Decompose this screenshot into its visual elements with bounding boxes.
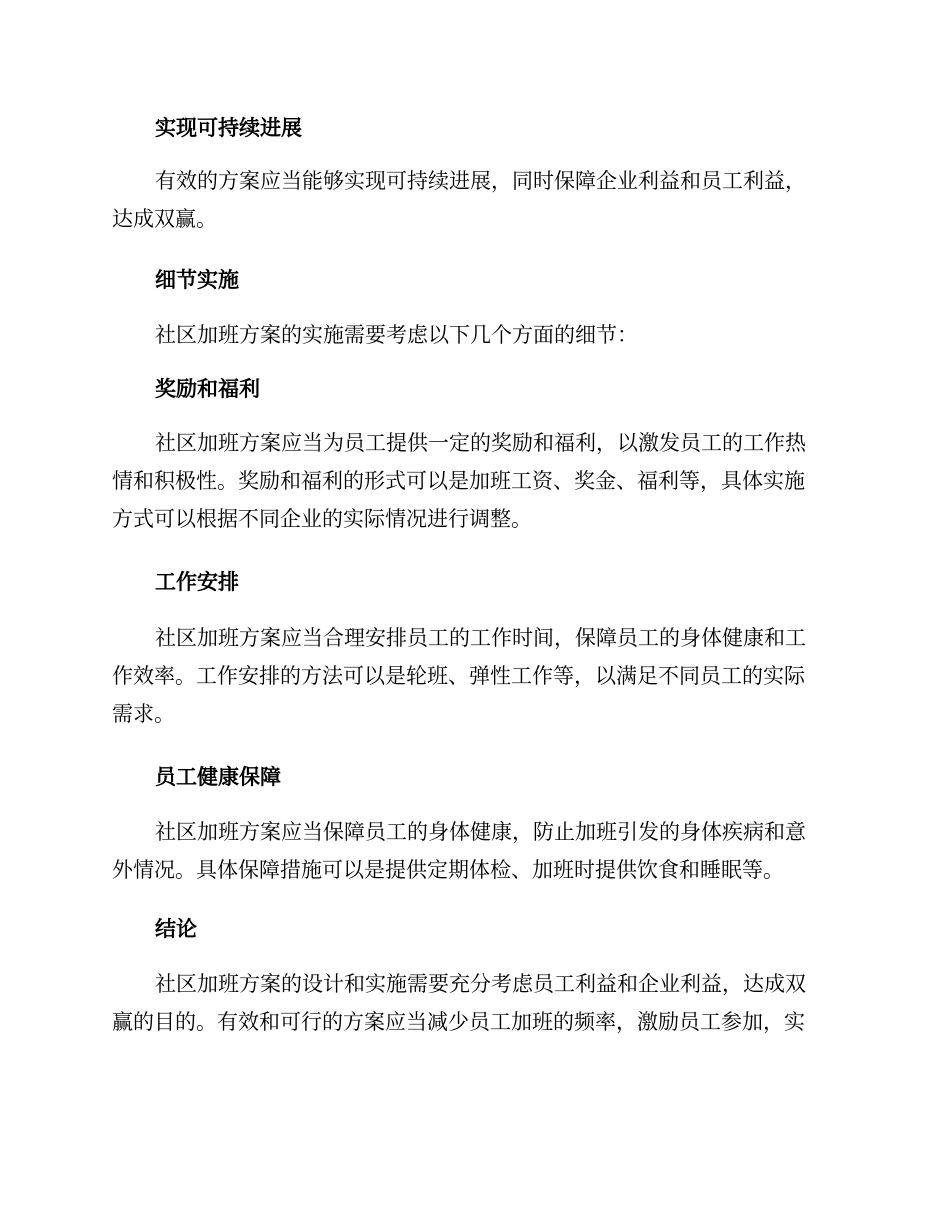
section-details-body xyxy=(112,316,832,354)
section-rewards xyxy=(112,374,832,404)
section-heading: 员工健康保障 xyxy=(155,765,281,789)
paragraph-line: 情和积极性。奖励和福利的形式可以是加班工资、奖金、福利等，具体实施 xyxy=(112,469,805,493)
section-sustainable xyxy=(112,113,832,143)
paragraph-line: 需求。 xyxy=(112,702,175,726)
section-work-arrangement-body xyxy=(112,619,832,733)
section-heading: 奖励和福利 xyxy=(155,377,260,401)
section-heading: 实现可持续进展 xyxy=(155,116,302,140)
section-sustainable-body xyxy=(112,162,832,238)
section-health-body xyxy=(112,813,832,889)
paragraph-line: 社区加班方案应当为员工提供一定的奖励和福利，以激发员工的工作热 xyxy=(155,431,806,455)
paragraph-line: 方式可以根据不同企业的实际情况进行调整。 xyxy=(112,507,532,531)
section-heading: 细节实施 xyxy=(155,268,239,292)
section-details xyxy=(112,265,832,295)
section-rewards-body xyxy=(112,424,832,538)
paragraph-line: 达成双赢。 xyxy=(112,207,217,231)
paragraph-line: 有效的方案应当能够实现可持续进展，同时保障企业利益和员工利益， xyxy=(155,169,806,193)
section-conclusion-body xyxy=(112,965,832,1041)
section-heading: 工作安排 xyxy=(155,570,239,594)
paragraph-line: 社区加班方案的实施需要考虑以下几个方面的细节： xyxy=(155,323,638,347)
paragraph-line: 社区加班方案的设计和实施需要充分考虑员工利益和企业利益，达成双 xyxy=(155,972,806,996)
section-work-arrangement xyxy=(112,567,832,597)
section-heading: 结论 xyxy=(155,917,197,941)
section-conclusion xyxy=(112,914,832,944)
paragraph-line: 作效率。工作安排的方法可以是轮班、弹性工作等，以满足不同员工的实际 xyxy=(112,664,805,688)
section-health xyxy=(112,762,832,792)
paragraph-line: 外情况。具体保障措施可以是提供定期体检、加班时提供饮食和睡眠等。 xyxy=(112,858,784,882)
paragraph-line: 社区加班方案应当保障员工的身体健康，防止加班引发的身体疾病和意 xyxy=(155,820,806,844)
paragraph-line: 赢的目的。有效和可行的方案应当减少员工加班的频率，激励员工参加，实 xyxy=(112,1010,805,1034)
paragraph-line: 社区加班方案应当合理安排员工的工作时间，保障员工的身体健康和工 xyxy=(155,626,806,650)
